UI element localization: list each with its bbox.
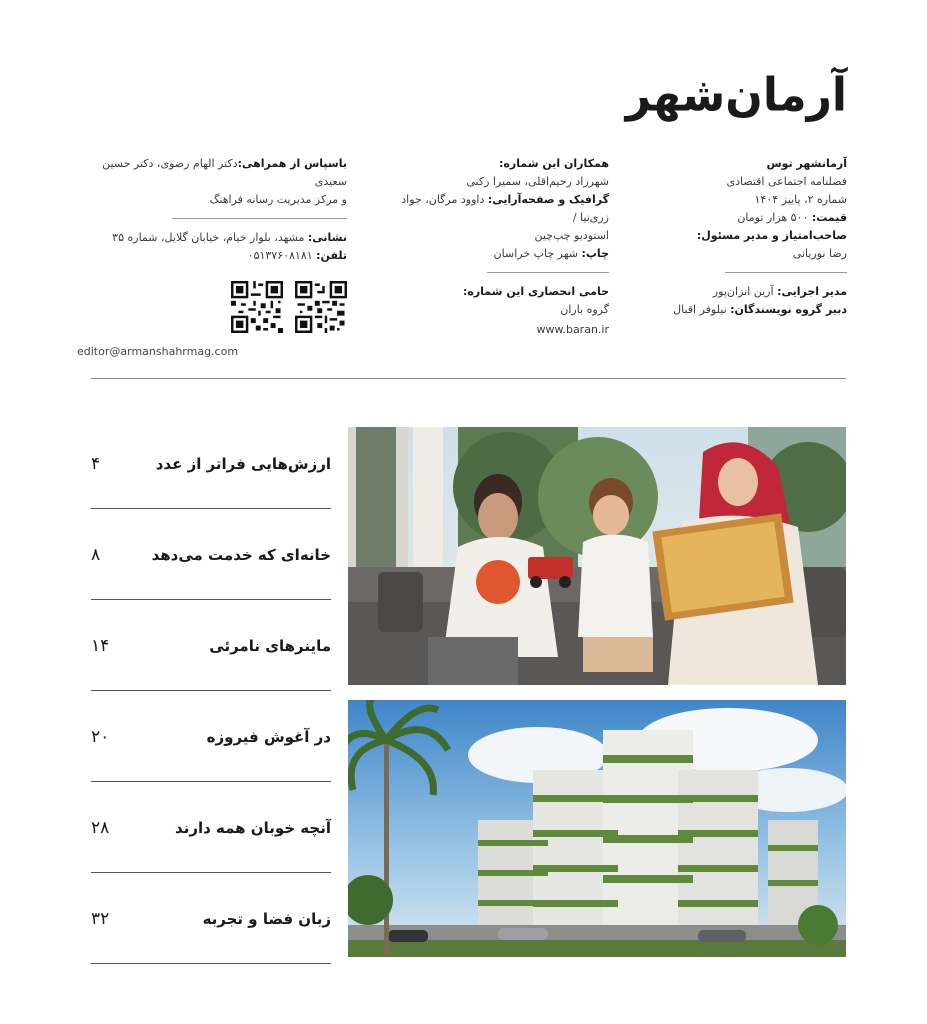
toc-item[interactable]: [91, 782, 331, 873]
toc-item[interactable]: [91, 418, 331, 509]
graphic-value: داوود مرگان، جواد زری‌نیا /: [401, 193, 609, 224]
owner-label: صاحب‌امتیاز و مدیر مسئول:: [696, 229, 847, 242]
publisher-info: [637, 155, 847, 319]
graphic-studio: استودیو چپ‌چین: [534, 229, 609, 242]
phone-value: ۰۵۱۳۷۶۰۸۱۸۱: [247, 249, 317, 262]
exec-label: مدیر اجرایی:: [777, 285, 847, 298]
sponsor-website-link[interactable]: www.baran.ir: [536, 323, 609, 336]
qr-code-icon[interactable]: [231, 281, 283, 333]
divider: [725, 272, 847, 273]
contributors-heading: همکاران این شماره:: [498, 157, 609, 170]
email-link[interactable]: editor@armanshahrmag.com: [77, 345, 239, 358]
toc-title: خانه‌ای که خدمت می‌دهد: [151, 546, 331, 564]
toc-title: زبان فضا و تجربه: [202, 910, 331, 928]
publication-type: فصلنامه اجتماعی اقتصادی: [726, 175, 847, 188]
contact-info: [77, 155, 347, 361]
divider: [487, 272, 609, 273]
price-label: قیمت:: [811, 211, 847, 224]
phone-line: [77, 247, 347, 265]
toc-item[interactable]: [91, 691, 331, 782]
toc-page-number: ۴: [91, 454, 101, 474]
thanks-value: دکتر الهام رضوی، دکتر حسین سعیدی: [102, 157, 347, 188]
building-illustration: [348, 700, 846, 957]
toc-page-number: ۲۰: [91, 727, 110, 747]
family-illustration: [348, 427, 846, 685]
toc-page-number: ۲۸: [91, 818, 110, 838]
sponsor-heading: حامی انحصاری این شماره:: [462, 285, 609, 298]
toc-page-number: ۸: [91, 545, 101, 565]
phone-label: تلفن:: [316, 249, 347, 262]
print-line: [379, 245, 609, 263]
thanks-line: [77, 155, 347, 191]
address-value: مشهد، بلوار خیام، خیابان گلایل، شماره ۳۵: [112, 231, 308, 244]
thanks-label: باسپاس از همراهی:: [237, 157, 347, 170]
table-of-contents: [91, 418, 331, 964]
magazine-logo: [626, 66, 847, 124]
toc-page-number: ۳۲: [91, 909, 110, 929]
print-label: چاپ:: [581, 247, 609, 260]
thanks-value-2: و مرکز مدیریت رسانه فراهنگ: [209, 193, 347, 206]
toc-title: ارزش‌هایی فراتر از عدد: [155, 455, 331, 473]
print-value: شهر چاپ خراسان: [493, 247, 582, 260]
toc-title: در آغوش فیروزه: [206, 728, 331, 746]
building-photo: [348, 700, 846, 957]
price-value: ۵۰۰ هزار تومان: [737, 211, 812, 224]
section-divider: [91, 378, 846, 379]
address-label: نشانی:: [307, 231, 347, 244]
publisher-name: آرمانشهر توس: [766, 157, 847, 170]
issue-number: شماره ۲، پاییز ۱۴۰۴: [754, 193, 847, 206]
toc-item[interactable]: [91, 509, 331, 600]
address-line: [77, 229, 347, 247]
chief-label: دبیر گروه نویسندگان:: [730, 303, 847, 316]
price-line: [637, 209, 847, 227]
toc-item[interactable]: [91, 873, 331, 964]
chief-line: [637, 301, 847, 319]
contributors-names: شهرزاد رحیم‌اقلی، سمیرا رکنی: [466, 175, 609, 188]
owner-value: رضا نوریانی: [792, 247, 847, 260]
sponsor-name: گروه باران: [560, 303, 609, 316]
toc-page-number: ۱۴: [91, 636, 110, 656]
graphic-label: گرافیک و صفحه‌آرایی:: [487, 193, 609, 206]
logo-text: آرمان‌شهر: [625, 68, 847, 122]
toc-title: ماینرهای نامرئی: [209, 637, 331, 655]
toc-title: آنچه خوبان همه دارند: [175, 819, 331, 837]
contributors-info: [379, 155, 609, 339]
exec-line: [637, 283, 847, 301]
graphic-line: [379, 191, 609, 227]
toc-item[interactable]: [91, 600, 331, 691]
exec-value: آرین انزان‌پور: [712, 285, 778, 298]
family-photo: [348, 427, 846, 685]
chief-value: نیلوفر اقبال: [673, 303, 731, 316]
divider: [172, 218, 347, 219]
qr-code-icon[interactable]: [295, 281, 347, 333]
qr-codes: [77, 281, 347, 333]
